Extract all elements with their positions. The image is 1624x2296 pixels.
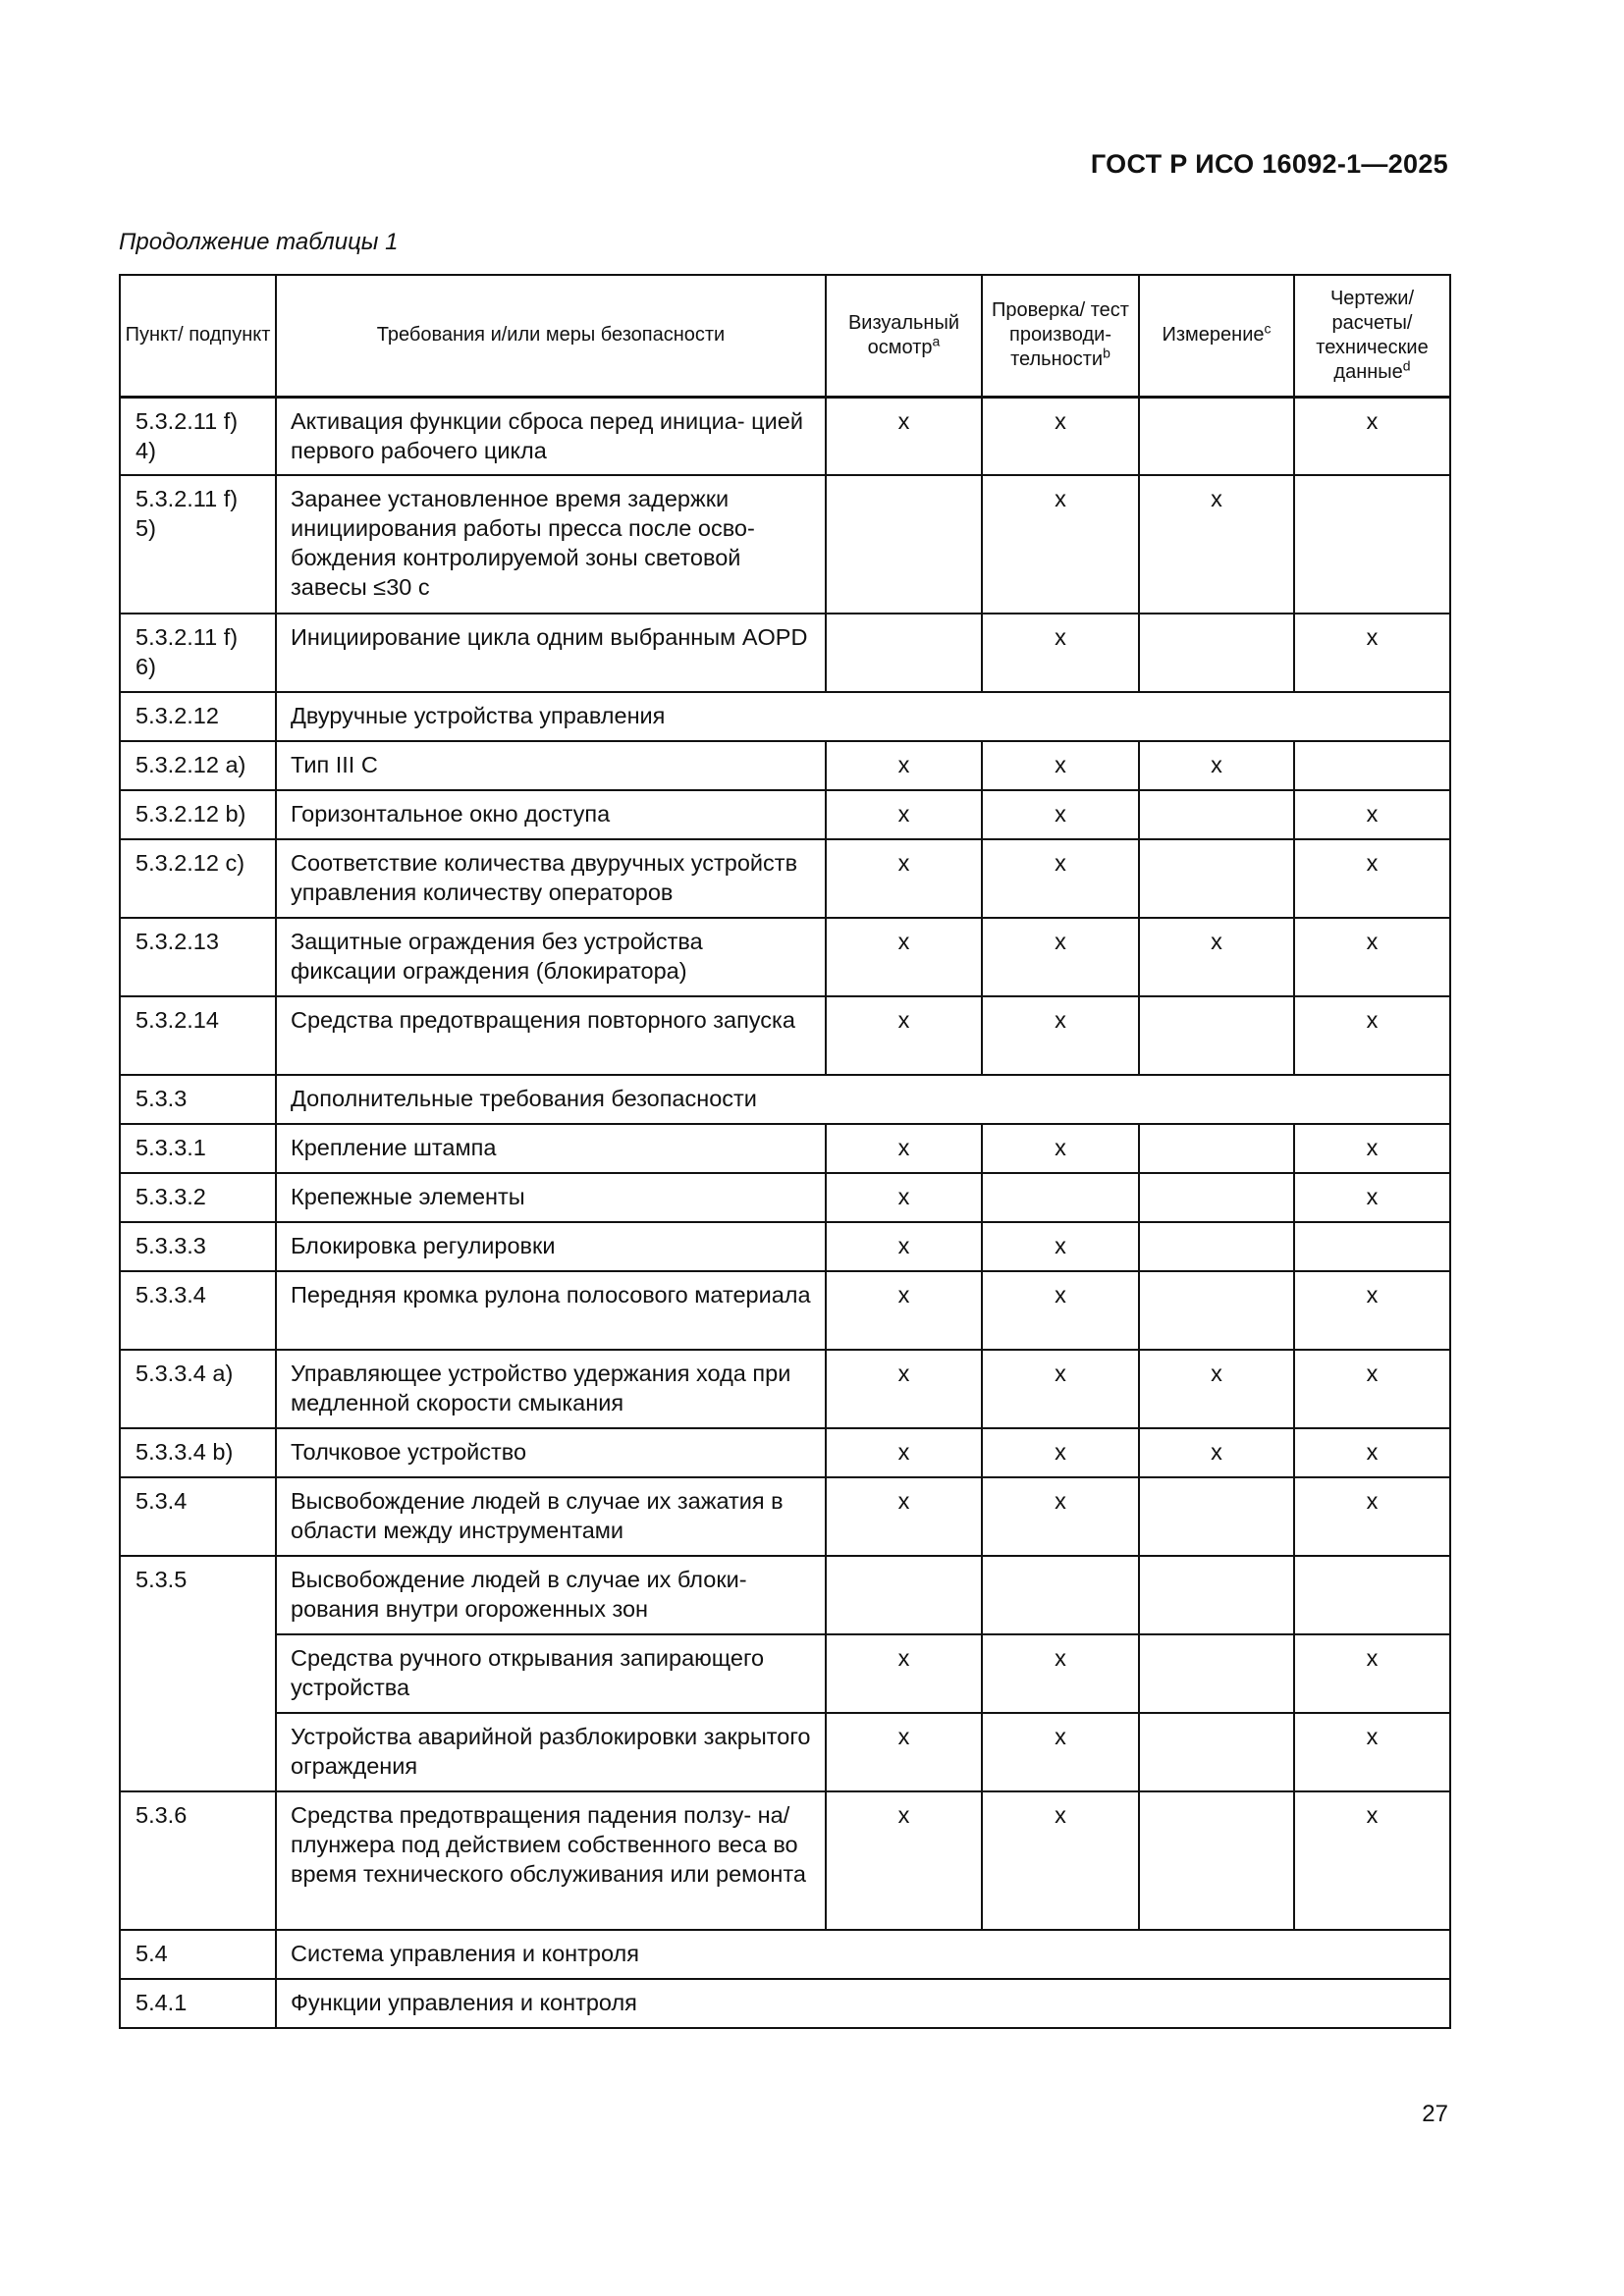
measure-mark [1139, 1556, 1294, 1634]
measure-mark [1139, 996, 1294, 1075]
test-mark [982, 1556, 1139, 1634]
clause-number: 5.3.3.4 b) [120, 1428, 276, 1477]
table-row [120, 614, 1450, 692]
measure-mark: x [1139, 918, 1294, 996]
drawings-mark: x [1294, 1713, 1450, 1791]
table-section-row [120, 692, 1450, 741]
measure-mark [1139, 790, 1294, 839]
table-row [120, 1271, 1450, 1350]
visual-mark: x [826, 1713, 982, 1791]
drawings-mark: x [1294, 1634, 1450, 1713]
header-requirements: Требования и/или меры безопасности [276, 275, 826, 397]
test-mark: x [982, 1713, 1139, 1791]
measure-mark: x [1139, 1428, 1294, 1477]
requirement-text: Инициирование цикла одним выбранным AOPD [276, 614, 826, 692]
document-id: ГОСТ Р ИСО 16092-1—2025 [1090, 149, 1448, 179]
visual-mark: x [826, 1634, 982, 1713]
table-row [120, 1713, 1450, 1791]
test-mark: x [982, 918, 1139, 996]
drawings-mark: x [1294, 614, 1450, 692]
test-mark: x [982, 790, 1139, 839]
drawings-mark: x [1294, 1350, 1450, 1428]
table-row [120, 475, 1450, 614]
measure-mark [1139, 1713, 1294, 1791]
test-mark: x [982, 741, 1139, 790]
drawings-mark: x [1294, 839, 1450, 918]
requirement-text: Соответствие количества двуручных устройств управления количеству операторов [276, 839, 826, 918]
section-title: Функции управления и контроля [276, 1979, 1450, 2028]
measure-mark [1139, 1124, 1294, 1173]
measure-mark [1139, 397, 1294, 475]
table-row [120, 1791, 1450, 1930]
clause-number: 5.3.3.1 [120, 1124, 276, 1173]
requirement-text: Высвобождение людей в случае их блоки- рования внутри огороженных зон [276, 1556, 826, 1634]
visual-mark [826, 1556, 982, 1634]
visual-mark: x [826, 1173, 982, 1222]
test-mark: x [982, 996, 1139, 1075]
drawings-mark: x [1294, 1791, 1450, 1930]
requirement-text: Средства ручного открывания запирающего устройства [276, 1634, 826, 1713]
test-mark: x [982, 1791, 1139, 1930]
visual-mark: x [826, 1222, 982, 1271]
header-drawings: Чертежи/ расчеты/ технические данные$^d$ [1294, 275, 1450, 397]
header-test: Проверка/ тест производи- тельности$^b$ [982, 275, 1139, 397]
requirement-text: Передняя кромка рулона полосового материала [276, 1271, 826, 1350]
measure-mark [1139, 839, 1294, 918]
requirement-text: Тип III C [276, 741, 826, 790]
measure-mark [1139, 1791, 1294, 1930]
requirement-text: Высвобождение людей в случае их зажатия в области между инструментами [276, 1477, 826, 1556]
test-mark: x [982, 614, 1139, 692]
clause-number: 5.3.2.13 [120, 918, 276, 996]
header-visual: Визуальный осмотр$^a$ [826, 275, 982, 397]
drawings-mark: x [1294, 1477, 1450, 1556]
clause-number: 5.4.1 [120, 1979, 276, 2028]
clause-number: 5.3.2.12 b) [120, 790, 276, 839]
requirement-text: Средства предотвращения повторного запуска [276, 996, 826, 1075]
table-row [120, 1477, 1450, 1556]
clause-number: 5.3.3.3 [120, 1222, 276, 1271]
table-row [120, 839, 1450, 918]
drawings-mark [1294, 741, 1450, 790]
requirements-table [119, 274, 1451, 2029]
table-row [120, 397, 1450, 475]
test-mark: x [982, 1124, 1139, 1173]
test-mark: x [982, 839, 1139, 918]
clause-number: 5.3.2.11 f) 5) [120, 475, 276, 614]
table-row [120, 741, 1450, 790]
measure-mark [1139, 1634, 1294, 1713]
footnote-marker: d [1402, 357, 1411, 374]
requirement-text: Блокировка регулировки [276, 1222, 826, 1271]
visual-mark [826, 475, 982, 614]
test-mark: x [982, 1222, 1139, 1271]
clause-number: 5.3.2.12 c) [120, 839, 276, 918]
table-row [120, 1173, 1450, 1222]
clause-number: 5.3.3 [120, 1075, 276, 1124]
table-section-row [120, 1979, 1450, 2028]
section-title: Система управления и контроля [276, 1930, 1450, 1979]
measure-mark: x [1139, 741, 1294, 790]
table-row [120, 790, 1450, 839]
table-row [120, 1556, 1450, 1634]
visual-mark: x [826, 1124, 982, 1173]
test-mark: x [982, 1428, 1139, 1477]
clause-number: 5.3.2.12 [120, 692, 276, 741]
visual-mark: x [826, 918, 982, 996]
visual-mark: x [826, 1271, 982, 1350]
drawings-mark: x [1294, 1173, 1450, 1222]
visual-mark: x [826, 996, 982, 1075]
requirement-text: Защитные ограждения без устройства фиксации ограждения (блокиратора) [276, 918, 826, 996]
table-row [120, 1222, 1450, 1271]
visual-mark [826, 614, 982, 692]
table-header-row [120, 275, 1450, 397]
section-title: Дополнительные требования безопасности [276, 1075, 1450, 1124]
drawings-mark: x [1294, 397, 1450, 475]
test-mark: x [982, 475, 1139, 614]
measure-mark: x [1139, 475, 1294, 614]
drawings-mark [1294, 475, 1450, 614]
clause-number: 5.3.3.4 a) [120, 1350, 276, 1428]
table-section-row [120, 1075, 1450, 1124]
requirement-text: Крепежные элементы [276, 1173, 826, 1222]
test-mark [982, 1173, 1139, 1222]
table-row [120, 1634, 1450, 1713]
table-section-row [120, 1930, 1450, 1979]
drawings-mark [1294, 1556, 1450, 1634]
clause-number: 5.3.3.4 [120, 1271, 276, 1350]
measure-mark [1139, 1222, 1294, 1271]
footnote-marker: a [932, 333, 941, 349]
table-row [120, 918, 1450, 996]
visual-mark: x [826, 839, 982, 918]
measure-mark: x [1139, 1350, 1294, 1428]
drawings-mark [1294, 1222, 1450, 1271]
measure-mark [1139, 1173, 1294, 1222]
clause-number: 5.3.3.2 [120, 1173, 276, 1222]
clause-number: 5.3.4 [120, 1477, 276, 1556]
requirement-text: Управляющее устройство удержания хода при медленной скорости смыкания [276, 1350, 826, 1428]
drawings-mark: x [1294, 790, 1450, 839]
drawings-mark: x [1294, 1271, 1450, 1350]
footnote-marker: b [1103, 345, 1110, 361]
table-row [120, 996, 1450, 1075]
requirement-text: Горизонтальное окно доступа [276, 790, 826, 839]
test-mark: x [982, 1350, 1139, 1428]
clause-number: 5.3.6 [120, 1791, 276, 1930]
drawings-mark: x [1294, 918, 1450, 996]
visual-mark: x [826, 1428, 982, 1477]
visual-mark: x [826, 1477, 982, 1556]
requirement-text: Толчковое устройство [276, 1428, 826, 1477]
drawings-mark: x [1294, 996, 1450, 1075]
requirement-text: Крепление штампа [276, 1124, 826, 1173]
clause-number: 5.3.2.14 [120, 996, 276, 1075]
requirement-text: Средства предотвращения падения ползу- на/плунжера под действием собственного веса во время технического обслуживания или ремонта [276, 1791, 826, 1930]
test-mark: x [982, 1634, 1139, 1713]
test-mark: x [982, 1271, 1139, 1350]
requirement-text: Устройства аварийной разблокировки закрытого ограждения [276, 1713, 826, 1791]
drawings-mark: x [1294, 1124, 1450, 1173]
table-row [120, 1350, 1450, 1428]
visual-mark: x [826, 397, 982, 475]
header-clause: Пункт/ подпункт [120, 275, 276, 397]
clause-number: 5.3.2.12 a) [120, 741, 276, 790]
clause-number: 5.4 [120, 1930, 276, 1979]
table-row [120, 1428, 1450, 1477]
requirement-text: Активация функции сброса перед инициа- цией первого рабочего цикла [276, 397, 826, 475]
visual-mark: x [826, 1350, 982, 1428]
page-number: 27 [1422, 2101, 1448, 2127]
test-mark: x [982, 397, 1139, 475]
clause-number: 5.3.5 [120, 1556, 276, 1791]
measure-mark [1139, 1477, 1294, 1556]
clause-number: 5.3.2.11 f) 4) [120, 397, 276, 475]
visual-mark: x [826, 1791, 982, 1930]
clause-number: 5.3.2.11 f) 6) [120, 614, 276, 692]
header-measure: Измерение$^c$ [1139, 275, 1294, 397]
table-row [120, 1124, 1450, 1173]
table-caption: Продолжение таблицы 1 [119, 229, 399, 255]
test-mark: x [982, 1477, 1139, 1556]
measure-mark [1139, 614, 1294, 692]
measure-mark [1139, 1271, 1294, 1350]
section-title: Двуручные устройства управления [276, 692, 1450, 741]
visual-mark: x [826, 790, 982, 839]
visual-mark: x [826, 741, 982, 790]
footnote-marker: c [1264, 320, 1272, 337]
drawings-mark: x [1294, 1428, 1450, 1477]
requirement-text: Заранее установленное время задержки инициирования работы пресса после осво- бождения контролируемой зоны световой завесы ≤30 с [276, 475, 826, 614]
